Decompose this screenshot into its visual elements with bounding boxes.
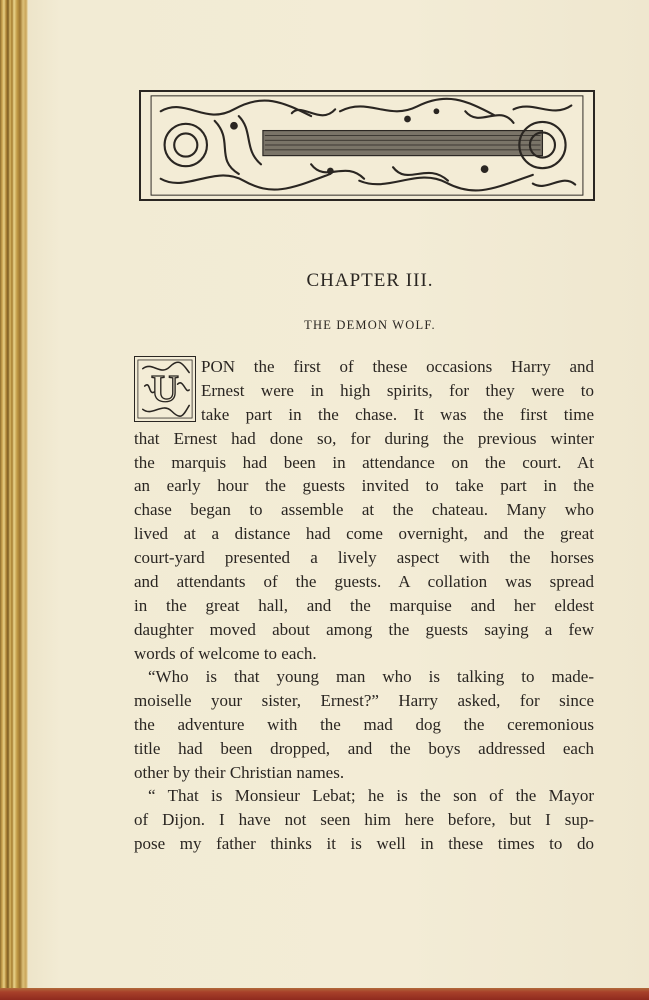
chapter-header-ornament <box>139 90 595 201</box>
body-line-18: other by their Christian names. <box>134 763 345 782</box>
body-line-7: chase began to assemble at the chateau. Many who <box>134 500 594 519</box>
body-line-9: court-yard presented a lively aspect with the horses <box>134 548 594 567</box>
drop-cap-letter <box>134 356 196 422</box>
body-line-13: words of welcome to each. <box>134 644 317 663</box>
body-line-6: an early hour the guests invited to take part in the <box>134 476 594 495</box>
body-line-4: that Ernest had done so, for during the previous winter <box>134 429 594 448</box>
body-line-15: moiselle your sister, Ernest?” Harry asked, for since <box>134 691 594 710</box>
body-line-16: the adventure with the mad dog the ceremonious <box>134 715 594 734</box>
book-spine-gilt-edge <box>0 0 28 1000</box>
body-line-3: take part in the chase. It was the first time <box>201 405 594 424</box>
body-line-17: title had been dropped, and the boys addressed each <box>134 739 594 758</box>
svg-text:U: U <box>151 368 179 411</box>
chapter-title: CHAPTER III. <box>306 270 434 291</box>
body-line-2: Ernest were in high spirits, for they were to <box>201 381 594 400</box>
body-line-1: PON the first of these occasions Harry and <box>201 357 594 376</box>
body-line-19: “ That is Monsieur Lebat; he is the son of the Mayor <box>148 786 594 805</box>
body-line-8: lived at a distance had come overnight, and the great <box>134 524 594 543</box>
chapter-subtitle: THE DEMON WOLF. <box>304 318 436 332</box>
body-line-21: pose my father thinks it is well in these times to do <box>134 834 594 853</box>
body-line-11: in the great hall, and the marquise and her eldest <box>134 596 594 615</box>
body-line-14: “Who is that young man who is talking to made- <box>148 667 594 686</box>
body-line-12: daughter moved about among the guests saying a few <box>134 620 594 639</box>
body-line-10: and attendants of the guests. A collation was spread <box>134 572 594 591</box>
book-bottom-edge <box>0 988 649 1000</box>
body-line-20: of Dijon. I have not seen him here before, but I sup- <box>134 810 594 829</box>
body-line-5: the marquis had been in attendance on the court. At <box>134 453 594 472</box>
